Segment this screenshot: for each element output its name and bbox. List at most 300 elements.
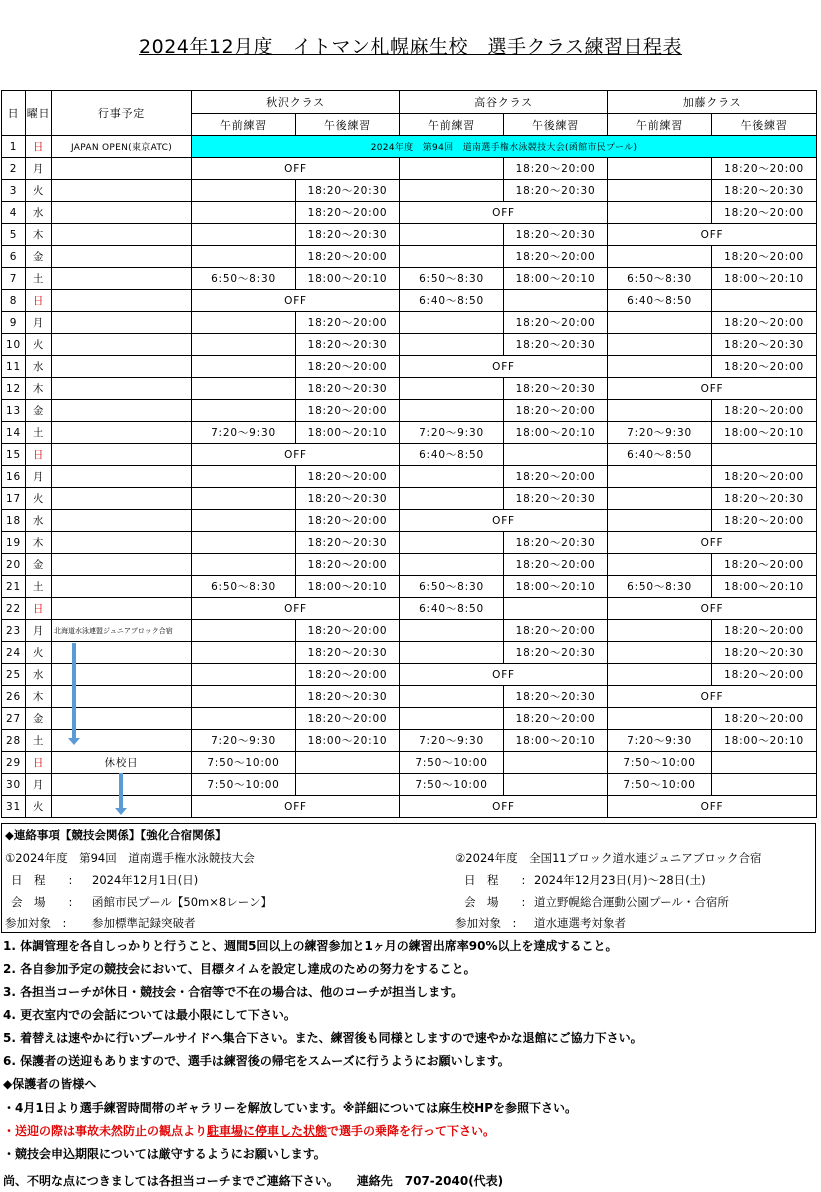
off-cell: OFF xyxy=(400,510,608,532)
down-arrow-icon xyxy=(72,643,76,739)
contact-footer: 尚、不明な点につきましては各担当コーチまでご連絡下さい。 連絡先 707-2040(代表) xyxy=(3,1174,504,1188)
am-session-cell xyxy=(400,642,504,664)
pm-session-cell: 18:20～20:00 xyxy=(504,246,608,268)
am-session-cell xyxy=(192,708,296,730)
header-pm: 午後練習 xyxy=(712,114,817,136)
header-am: 午前練習 xyxy=(608,114,712,136)
off-cell: OFF xyxy=(608,686,817,708)
table-row xyxy=(2,752,817,774)
am-session-cell: 7:50～10:00 xyxy=(608,774,712,796)
am-session-cell xyxy=(400,400,504,422)
day-cell: 9 xyxy=(2,312,26,334)
table-row xyxy=(2,532,817,554)
event-cell xyxy=(52,554,192,576)
pm-session-cell: 18:20～20:00 xyxy=(296,664,400,686)
weekday-cell: 日 xyxy=(26,136,52,158)
table-row xyxy=(2,730,817,752)
pm-session-cell: 18:20～20:00 xyxy=(296,356,400,378)
table-row xyxy=(2,642,817,664)
table-row xyxy=(2,510,817,532)
am-session-cell xyxy=(608,664,712,686)
am-session-cell xyxy=(400,246,504,268)
am-session-cell: 6:50～8:30 xyxy=(192,268,296,290)
pm-session-cell: 18:00～20:10 xyxy=(712,576,817,598)
page-title: 2024年12月度 イトマン札幌麻生校 選手クラス練習日程表 xyxy=(139,36,682,58)
pm-session-cell: 18:20～20:00 xyxy=(296,466,400,488)
pm-session-cell: 18:20～20:30 xyxy=(504,180,608,202)
weekday-cell: 火 xyxy=(26,796,52,818)
table-row xyxy=(2,598,817,620)
am-session-cell xyxy=(608,488,712,510)
pm-session-cell: 18:20～20:00 xyxy=(712,664,817,686)
weekday-cell: 月 xyxy=(26,774,52,796)
weekday-cell: 月 xyxy=(26,158,52,180)
pm-session-cell: 18:20～20:00 xyxy=(712,356,817,378)
pm-session-cell: 18:20～20:00 xyxy=(712,708,817,730)
header-am: 午前練習 xyxy=(400,114,504,136)
am-session-cell: 7:20～9:30 xyxy=(608,730,712,752)
day-cell: 23 xyxy=(2,620,26,642)
pm-session-cell: 18:20～20:30 xyxy=(296,686,400,708)
pm-session-cell: 18:20～20:30 xyxy=(504,686,608,708)
am-session-cell xyxy=(192,664,296,686)
pm-session-cell: 18:20～20:00 xyxy=(712,158,817,180)
weekday-cell: 火 xyxy=(26,488,52,510)
am-session-cell: 6:40～8:50 xyxy=(608,290,712,312)
table-row xyxy=(2,356,817,378)
day-cell: 31 xyxy=(2,796,26,818)
event-cell: 休校日 xyxy=(52,752,192,774)
am-session-cell xyxy=(608,158,712,180)
off-cell: OFF xyxy=(192,158,400,180)
table-row xyxy=(2,576,817,598)
guardian-note: ・4月1日より選手練習時間帯のギャラリーを解放しています。※詳細については麻生校HPを参照下さい。 xyxy=(3,1101,578,1115)
event-cell xyxy=(52,598,192,620)
pm-session-cell: 18:20～20:30 xyxy=(296,224,400,246)
meet-venue-label: 会 場 : xyxy=(11,895,73,909)
pm-session-cell xyxy=(712,752,817,774)
am-session-cell: 7:50～10:00 xyxy=(192,774,296,796)
weekday-cell: 土 xyxy=(26,422,52,444)
table-row xyxy=(2,466,817,488)
am-session-cell xyxy=(400,180,504,202)
am-session-cell: 6:50～8:30 xyxy=(400,268,504,290)
pm-session-cell xyxy=(296,752,400,774)
pm-session-cell: 18:00～20:10 xyxy=(296,422,400,444)
table-row xyxy=(2,708,817,730)
am-session-cell xyxy=(608,620,712,642)
table-row xyxy=(2,774,817,796)
day-cell: 20 xyxy=(2,554,26,576)
am-session-cell xyxy=(400,158,504,180)
am-session-cell xyxy=(608,400,712,422)
camp-venue: 道立野幌総合運動公園プール・合宿所 xyxy=(534,895,729,909)
table-row xyxy=(2,488,817,510)
am-session-cell: 7:20～9:30 xyxy=(192,730,296,752)
am-session-cell xyxy=(608,334,712,356)
off-cell: OFF xyxy=(192,444,400,466)
day-cell: 15 xyxy=(2,444,26,466)
day-cell: 28 xyxy=(2,730,26,752)
note-item: 2. 各自参加予定の競技会において、目標タイムを設定し達成のための努力をすること。 xyxy=(3,962,476,976)
header-day: 日 xyxy=(2,91,26,136)
notice-heading: ◆連絡事項【競技会関係】【強化合宿関係】 xyxy=(5,828,227,842)
day-cell: 17 xyxy=(2,488,26,510)
am-session-cell: 6:50～8:30 xyxy=(608,576,712,598)
pm-session-cell: 18:20～20:00 xyxy=(296,246,400,268)
table-row xyxy=(2,664,817,686)
camp-venue-label: 会 場 : xyxy=(464,895,526,909)
weekday-cell: 日 xyxy=(26,752,52,774)
off-cell: OFF xyxy=(400,202,608,224)
pm-session-cell: 18:20～20:30 xyxy=(504,642,608,664)
day-cell: 24 xyxy=(2,642,26,664)
weekday-cell: 水 xyxy=(26,202,52,224)
header-pm: 午後練習 xyxy=(504,114,608,136)
event-cell xyxy=(52,400,192,422)
off-cell: OFF xyxy=(608,796,817,818)
day-cell: 21 xyxy=(2,576,26,598)
am-session-cell xyxy=(192,686,296,708)
am-session-cell xyxy=(400,532,504,554)
event-cell xyxy=(52,444,192,466)
am-session-cell: 7:20～9:30 xyxy=(400,730,504,752)
pm-session-cell: 18:00～20:10 xyxy=(504,576,608,598)
day-cell: 18 xyxy=(2,510,26,532)
event-cell xyxy=(52,246,192,268)
header-weekday: 曜日 xyxy=(26,91,52,136)
weekday-cell: 土 xyxy=(26,268,52,290)
weekday-cell: 金 xyxy=(26,708,52,730)
table-row xyxy=(2,686,817,708)
event-cell xyxy=(52,378,192,400)
weekday-cell: 火 xyxy=(26,334,52,356)
pm-session-cell xyxy=(296,774,400,796)
day-cell: 16 xyxy=(2,466,26,488)
table-row xyxy=(2,422,817,444)
pm-session-cell: 18:20～20:00 xyxy=(296,202,400,224)
guardian-note: ・競技会申込期限については厳守するようにお願いします。 xyxy=(3,1147,326,1161)
table-row xyxy=(2,246,817,268)
am-session-cell xyxy=(608,312,712,334)
am-session-cell xyxy=(400,312,504,334)
am-session-cell xyxy=(608,708,712,730)
day-cell: 11 xyxy=(2,356,26,378)
weekday-cell: 水 xyxy=(26,510,52,532)
meet-date: 2024年12月1日(日) xyxy=(92,873,199,887)
am-session-cell xyxy=(608,466,712,488)
am-session-cell: 7:50～10:00 xyxy=(192,752,296,774)
pm-session-cell: 18:20～20:30 xyxy=(504,532,608,554)
weekday-cell: 水 xyxy=(26,664,52,686)
weekday-cell: 月 xyxy=(26,620,52,642)
pm-session-cell: 18:00～20:10 xyxy=(296,730,400,752)
schedule-table xyxy=(1,90,817,818)
table-row xyxy=(2,158,817,180)
day-cell: 7 xyxy=(2,268,26,290)
note-item: 4. 更衣室内での会話については最小限にして下さい。 xyxy=(3,1008,296,1022)
day-cell: 19 xyxy=(2,532,26,554)
am-session-cell xyxy=(608,510,712,532)
pm-session-cell: 18:20～20:30 xyxy=(504,334,608,356)
event-cell xyxy=(52,532,192,554)
pm-session-cell: 18:00～20:10 xyxy=(504,268,608,290)
meet-venue: 函館市民プール【50m×8レーン】 xyxy=(92,895,272,909)
day-cell: 8 xyxy=(2,290,26,312)
weekday-cell: 金 xyxy=(26,246,52,268)
pm-session-cell xyxy=(504,752,608,774)
weekday-cell: 木 xyxy=(26,532,52,554)
pm-session-cell: 18:20～20:30 xyxy=(712,334,817,356)
off-cell: OFF xyxy=(192,598,400,620)
pm-session-cell: 18:20～20:30 xyxy=(712,180,817,202)
pm-session-cell: 18:20～20:30 xyxy=(712,642,817,664)
off-cell: OFF xyxy=(608,532,817,554)
header-class-akizawa: 秋沢クラス xyxy=(192,91,400,114)
pm-session-cell: 18:20～20:30 xyxy=(296,532,400,554)
pm-session-cell: 18:20～20:00 xyxy=(504,466,608,488)
am-session-cell: 7:50～10:00 xyxy=(400,774,504,796)
meet-date-label: 日 程 : xyxy=(11,873,73,887)
table-row xyxy=(2,180,817,202)
day-cell: 1 xyxy=(2,136,26,158)
pm-session-cell xyxy=(712,290,817,312)
am-session-cell xyxy=(192,224,296,246)
am-session-cell xyxy=(608,202,712,224)
day-cell: 3 xyxy=(2,180,26,202)
camp-target: 道水連選考対象者 xyxy=(534,916,626,930)
off-cell: OFF xyxy=(192,290,400,312)
table-row xyxy=(2,400,817,422)
event-cell xyxy=(52,356,192,378)
am-session-cell: 7:20～9:30 xyxy=(400,422,504,444)
meet-title: ①2024年度 第94回 道南選手権水泳競技大会 xyxy=(5,851,255,865)
header-class-kato: 加藤クラス xyxy=(608,91,817,114)
am-session-cell xyxy=(400,554,504,576)
day-cell: 12 xyxy=(2,378,26,400)
pm-session-cell: 18:20～20:00 xyxy=(296,554,400,576)
am-session-cell: 6:50～8:30 xyxy=(400,576,504,598)
pm-session-cell: 18:20～20:30 xyxy=(504,378,608,400)
am-session-cell: 6:50～8:30 xyxy=(192,576,296,598)
am-session-cell xyxy=(192,532,296,554)
pm-session-cell: 18:20～20:00 xyxy=(712,246,817,268)
note-item: 6. 保護者の送迎もありますので、選手は練習後の帰宅をスムーズに行うようにお願いします。 xyxy=(3,1054,510,1068)
pm-session-cell: 18:20～20:30 xyxy=(296,334,400,356)
day-cell: 13 xyxy=(2,400,26,422)
pm-session-cell xyxy=(504,290,608,312)
am-session-cell xyxy=(192,202,296,224)
table-row xyxy=(2,224,817,246)
am-session-cell xyxy=(192,488,296,510)
guardian-warning-text: ・送迎の際は事故未然防止の観点より xyxy=(3,1124,208,1138)
event-cell xyxy=(52,312,192,334)
am-session-cell xyxy=(400,488,504,510)
table-row xyxy=(2,444,817,466)
am-session-cell xyxy=(608,554,712,576)
am-session-cell xyxy=(192,246,296,268)
table-row xyxy=(2,334,817,356)
header-am: 午前練習 xyxy=(192,114,296,136)
am-session-cell xyxy=(400,708,504,730)
weekday-cell: 火 xyxy=(26,642,52,664)
table-row xyxy=(2,378,817,400)
am-session-cell xyxy=(192,400,296,422)
pm-session-cell xyxy=(712,774,817,796)
table-row xyxy=(2,136,817,158)
weekday-cell: 水 xyxy=(26,356,52,378)
pm-session-cell: 18:00～20:10 xyxy=(296,576,400,598)
camp-target-label: 参加対象 : xyxy=(455,916,517,930)
am-session-cell xyxy=(192,334,296,356)
am-session-cell xyxy=(192,620,296,642)
am-session-cell: 6:40～8:50 xyxy=(400,444,504,466)
weekday-cell: 木 xyxy=(26,224,52,246)
guardian-warning-text: で選手の乗降を行って下さい。 xyxy=(327,1124,496,1138)
weekday-cell: 日 xyxy=(26,444,52,466)
pm-session-cell: 18:20～20:30 xyxy=(296,180,400,202)
weekday-cell: 月 xyxy=(26,466,52,488)
am-session-cell xyxy=(400,224,504,246)
off-cell: OFF xyxy=(608,378,817,400)
weekday-cell: 火 xyxy=(26,180,52,202)
pm-session-cell xyxy=(504,598,608,620)
notice-box xyxy=(1,823,816,933)
pm-session-cell: 18:20～20:00 xyxy=(296,400,400,422)
day-cell: 6 xyxy=(2,246,26,268)
pm-session-cell: 18:20～20:00 xyxy=(504,158,608,180)
am-session-cell xyxy=(608,356,712,378)
table-row xyxy=(2,554,817,576)
am-session-cell: 6:50～8:30 xyxy=(608,268,712,290)
am-session-cell xyxy=(192,466,296,488)
weekday-cell: 土 xyxy=(26,730,52,752)
am-session-cell xyxy=(608,180,712,202)
event-cell xyxy=(52,334,192,356)
pm-session-cell: 18:20～20:00 xyxy=(296,708,400,730)
off-cell: OFF xyxy=(192,796,400,818)
pm-session-cell: 18:20～20:00 xyxy=(712,312,817,334)
event-cell xyxy=(52,422,192,444)
pm-session-cell: 18:20～20:30 xyxy=(296,642,400,664)
camp-date: 2024年12月23日(月)～28日(土) xyxy=(534,873,706,887)
am-session-cell xyxy=(400,466,504,488)
am-session-cell xyxy=(608,246,712,268)
table-row xyxy=(2,620,817,642)
event-cell xyxy=(52,488,192,510)
weekday-cell: 月 xyxy=(26,312,52,334)
pm-session-cell: 18:20～20:00 xyxy=(296,620,400,642)
am-session-cell xyxy=(192,510,296,532)
note-item: 5. 着替えは速やかに行いプールサイドへ集合下さい。また、練習後も同様としますので速やかな退館にご協力下さい。 xyxy=(3,1031,643,1045)
event-cell: 北海道水泳連盟ジュニアブロック合宿 xyxy=(52,620,192,642)
day-cell: 14 xyxy=(2,422,26,444)
event-cell xyxy=(52,290,192,312)
day-cell: 4 xyxy=(2,202,26,224)
off-cell: OFF xyxy=(400,796,608,818)
event-cell xyxy=(52,466,192,488)
pm-session-cell: 18:20～20:30 xyxy=(504,488,608,510)
pm-session-cell: 18:20～20:00 xyxy=(296,312,400,334)
pm-session-cell: 18:20～20:00 xyxy=(504,708,608,730)
pm-session-cell: 18:20～20:00 xyxy=(504,620,608,642)
pm-session-cell: 18:20～20:30 xyxy=(712,488,817,510)
day-cell: 10 xyxy=(2,334,26,356)
am-session-cell: 7:50～10:00 xyxy=(608,752,712,774)
pm-session-cell: 18:20～20:00 xyxy=(504,400,608,422)
weekday-cell: 金 xyxy=(26,554,52,576)
day-cell: 2 xyxy=(2,158,26,180)
pm-session-cell xyxy=(504,774,608,796)
pm-session-cell: 18:00～20:10 xyxy=(712,730,817,752)
schedule-body xyxy=(2,136,817,818)
am-session-cell xyxy=(400,686,504,708)
weekday-cell: 木 xyxy=(26,686,52,708)
pm-session-cell xyxy=(504,444,608,466)
event-cell xyxy=(52,268,192,290)
camp-title: ②2024年度 全国11ブロック道水連ジュニアブロック合宿 xyxy=(455,851,762,865)
pm-session-cell: 18:20～20:00 xyxy=(712,554,817,576)
am-session-cell: 7:20～9:30 xyxy=(192,422,296,444)
pm-session-cell: 18:20～20:00 xyxy=(504,554,608,576)
am-session-cell: 7:20～9:30 xyxy=(608,422,712,444)
day-cell: 25 xyxy=(2,664,26,686)
event-cell xyxy=(52,158,192,180)
event-cell xyxy=(52,510,192,532)
pm-session-cell: 18:00～20:10 xyxy=(504,730,608,752)
note-item: 1. 体調管理を各自しっかりと行うこと、週間5回以上の練習参加と1ヶ月の練習出席率90%以上を達成すること。 xyxy=(3,939,618,953)
meet-target: 参加標準記録突破者 xyxy=(92,916,196,930)
pm-session-cell: 18:00～20:10 xyxy=(712,268,817,290)
pm-session-cell: 18:20～20:00 xyxy=(504,312,608,334)
meet-banner: 2024年度 第94回 道南選手権水泳競技大会(函館市民プール) xyxy=(192,136,817,158)
day-cell: 30 xyxy=(2,774,26,796)
am-session-cell xyxy=(192,312,296,334)
weekday-cell: 木 xyxy=(26,378,52,400)
weekday-cell: 日 xyxy=(26,598,52,620)
off-cell: OFF xyxy=(608,598,817,620)
am-session-cell xyxy=(192,642,296,664)
off-cell: OFF xyxy=(608,224,817,246)
pm-session-cell: 18:20～20:30 xyxy=(296,488,400,510)
table-row xyxy=(2,290,817,312)
pm-session-cell: 18:20～20:30 xyxy=(504,224,608,246)
am-session-cell xyxy=(608,642,712,664)
pm-session-cell: 18:20～20:00 xyxy=(712,466,817,488)
event-cell xyxy=(52,224,192,246)
pm-session-cell: 18:20～20:30 xyxy=(296,378,400,400)
header-event: 行事予定 xyxy=(52,91,192,136)
event-cell: JAPAN OPEN(東京ATC) xyxy=(52,136,192,158)
am-session-cell: 7:50～10:00 xyxy=(400,752,504,774)
pm-session-cell: 18:20～20:00 xyxy=(712,400,817,422)
pm-session-cell: 18:00～20:10 xyxy=(296,268,400,290)
day-cell: 5 xyxy=(2,224,26,246)
note-item: 3. 各担当コーチが休日・競技会・合宿等で不在の場合は、他のコーチが担当します。 xyxy=(3,985,464,999)
header-class-takaya: 高谷クラス xyxy=(400,91,608,114)
event-cell xyxy=(52,202,192,224)
pm-session-cell xyxy=(712,444,817,466)
off-cell: OFF xyxy=(400,664,608,686)
event-cell xyxy=(52,576,192,598)
day-cell: 22 xyxy=(2,598,26,620)
table-row xyxy=(2,202,817,224)
am-session-cell xyxy=(192,180,296,202)
am-session-cell: 6:40～8:50 xyxy=(400,598,504,620)
weekday-cell: 金 xyxy=(26,400,52,422)
pm-session-cell: 18:20～20:00 xyxy=(296,510,400,532)
am-session-cell: 6:40～8:50 xyxy=(400,290,504,312)
